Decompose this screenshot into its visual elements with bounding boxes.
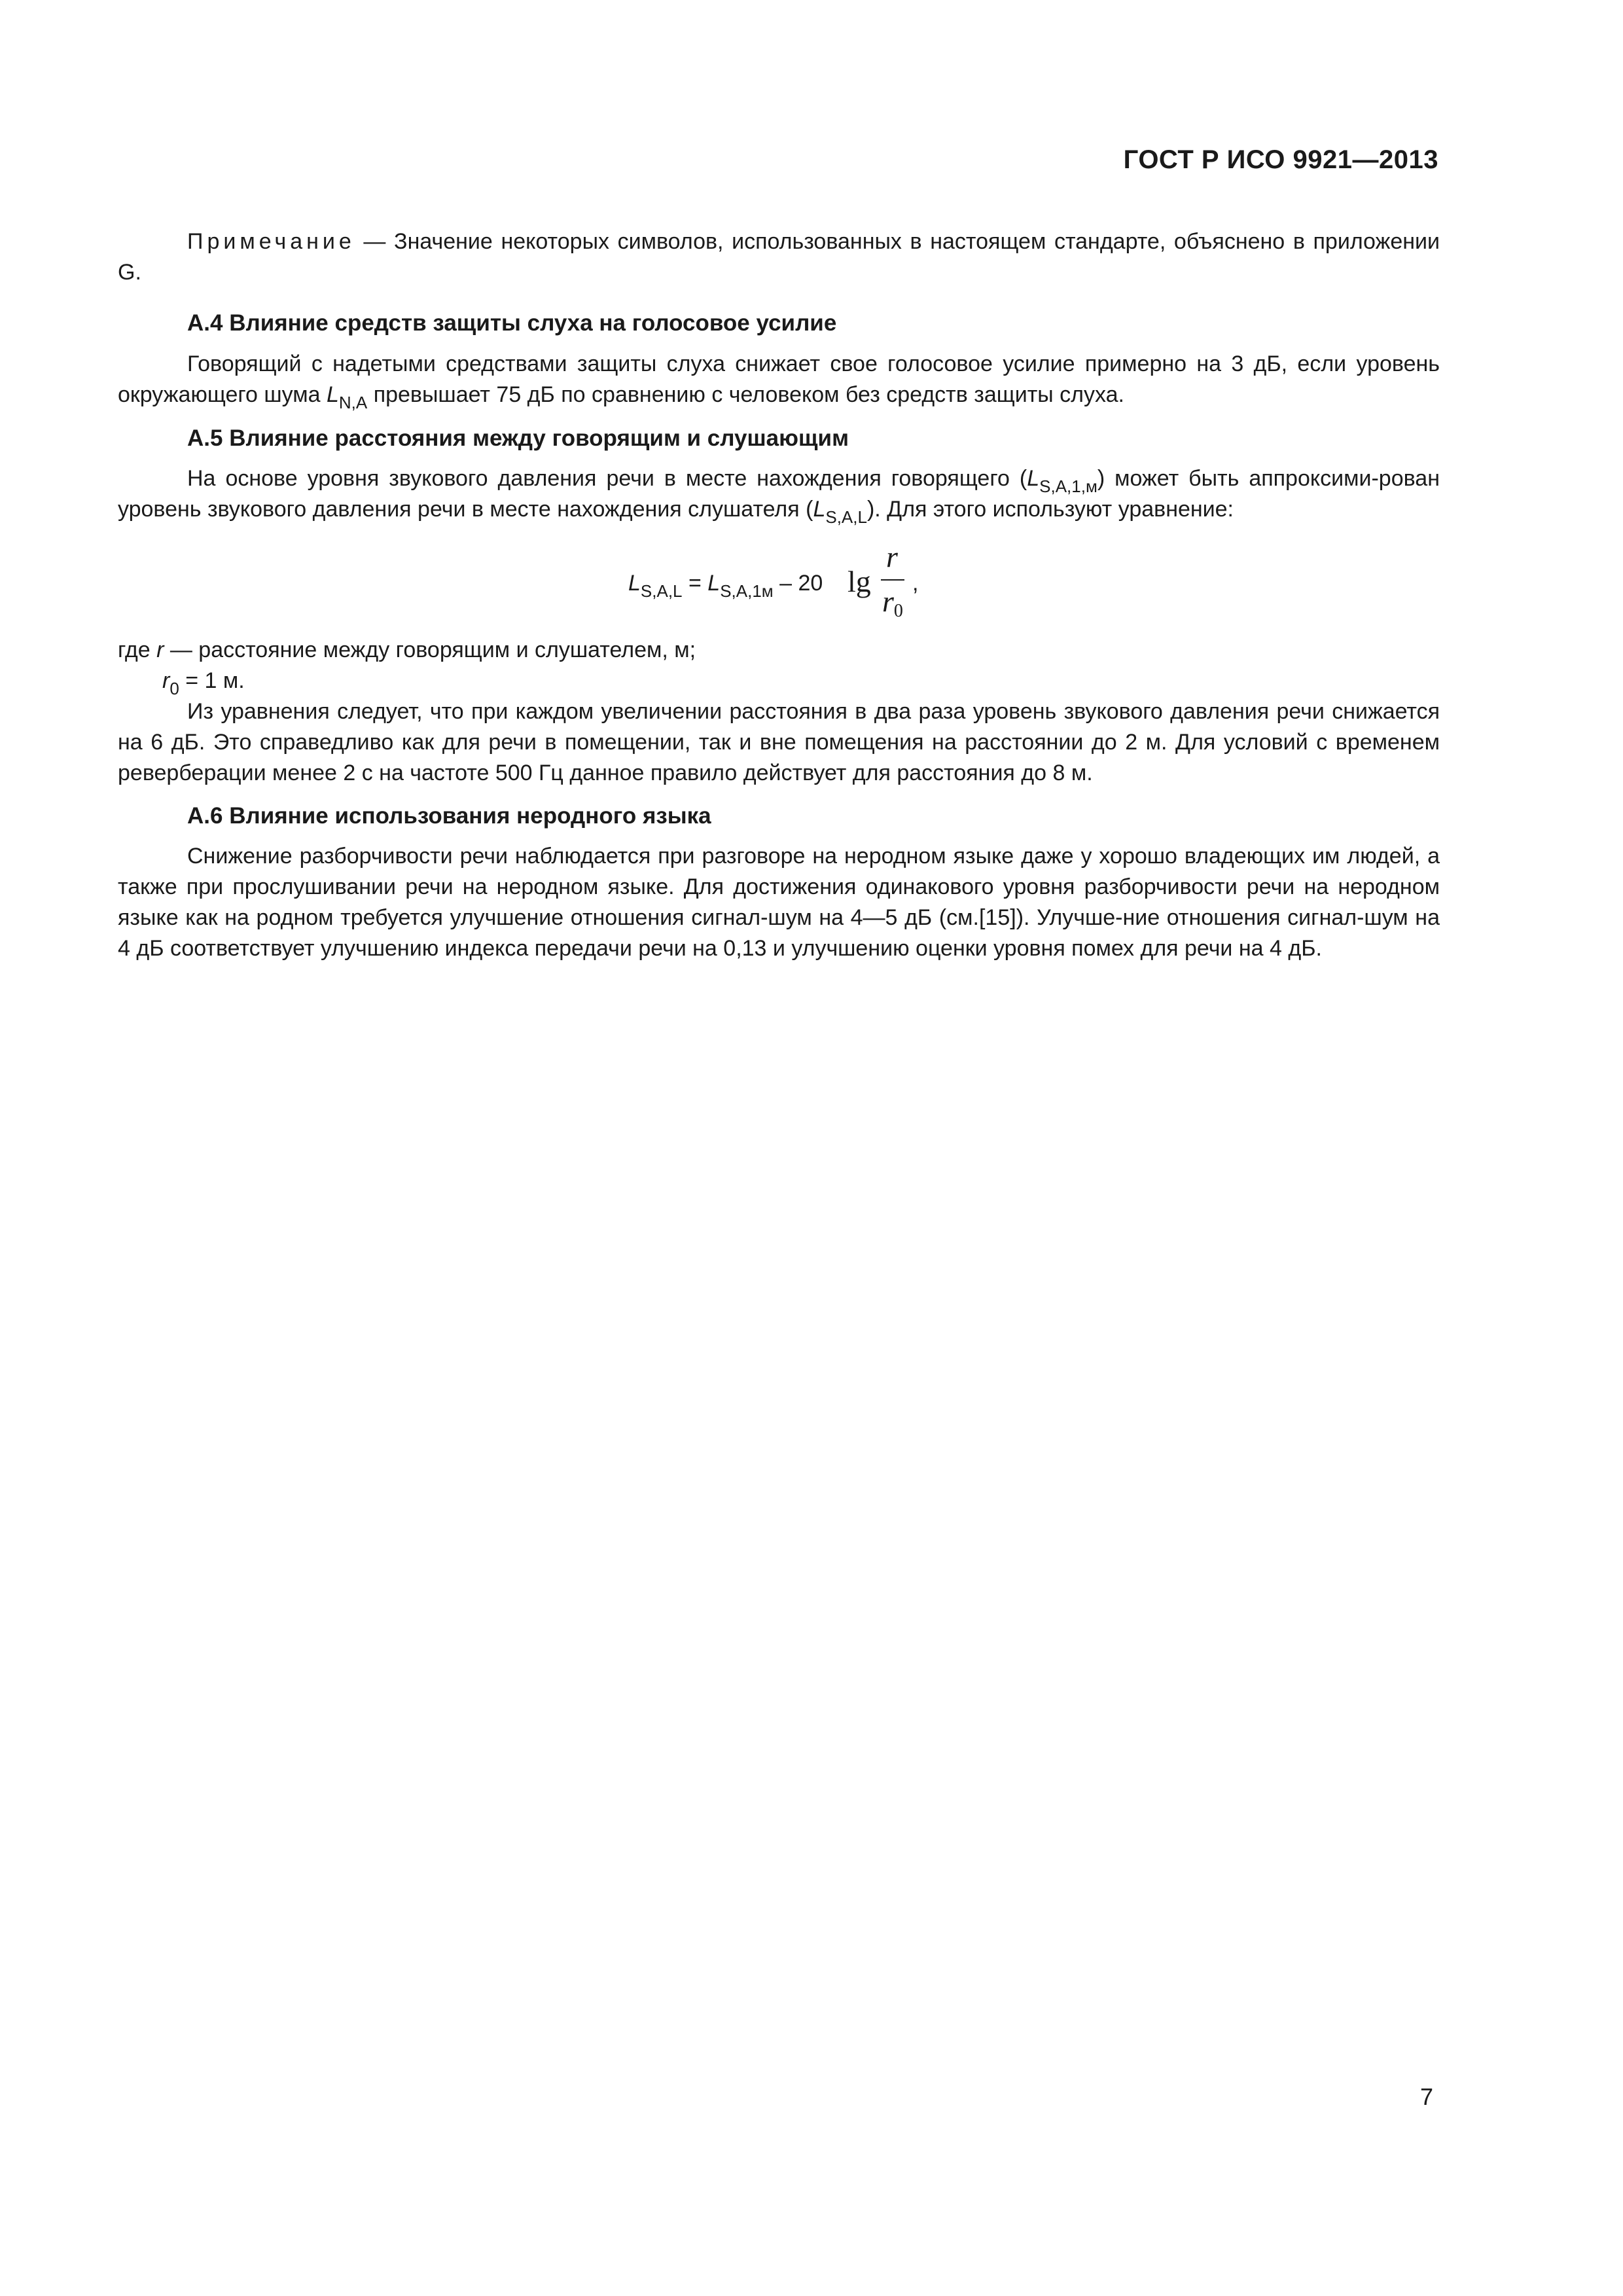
section-a4-heading: А.4 Влияние средств защиты слуха на голосовое усилие [187, 310, 837, 336]
fraction-denominator: $r_0$ [882, 584, 903, 621]
fraction-numerator: r [886, 540, 898, 573]
document-code: ГОСТ Р ИСО 9921—2013 [1123, 145, 1438, 174]
section-a5-heading: А.5 Влияние расстояния между говорящим и слушающим [187, 425, 849, 451]
note-paragraph [118, 226, 1440, 288]
section-a5-intro: На основе уровня звукового давления речи в месте нахождения говорящего $(L_{S,A,1,м})$ может быть аппроксими-рован уровень звукового давления речи в месте нахождения слушателя $(L_{S,A,L})$. Для этого используют уравнение: [118, 466, 1440, 527]
section-a5-where: где r — расстояние между говорящим и слушателем, м; $r_0 = 1$ м. Из уравнения следует, что при каждом увеличении расстояния в два раза уровень звукового давления речи снижается на 6 дБ. Это справедливо как для речи в помещении, так и вне помещения на расстоянии до 2 м. Для условий с временем реверберации менее 2 с на частоте 500 Гц данное правило действует для расстояния до 8 м. [118, 635, 1440, 789]
page-number: 7 [1420, 2083, 1434, 2110]
section-a6-paragraph: Снижение разборчивости речи наблюдается при разговоре на неродном языке даже у хорошо владеющих им людей, а также при прослушивании речи на неродном языке. Для достижения одинакового уровня разборчивости речи на неродном языке как на родном требуется улучшение отношения сигнал-шум на 4—5 дБ (см.[15]). Улучше-ние отношения сигнал-шум на 4 дБ соответствует улучшению индекса передачи речи на 0,13 и улучшению оценки уровня помех для речи на 4 дБ. [118, 844, 1440, 961]
section-a4-paragraph: Говорящий с надетыми средствами защиты слуха снижает свое голосовое усилие примерно на 3 дБ, если уровень окружающего шума $L_{N,A}$ превышает 75 дБ по сравнению с человеком без средств защиты слуха. [118, 351, 1440, 412]
document-page: ГОСТ Р ИСО 9921—2013 Примечание — Значение некоторых символов, использованных в настоящем стандарте, объяснено в приложении G. А.4 Влияние средств защиты слуха на голосовое усилие Говорящий с надетыми средствами защиты слуха снижает свое голосовое усилие примерно на 3 дБ, если уровень окружающего шума $L_{N,A}$ превышает 75 дБ по сравнению с человеком без средств защиты слуха. А.5 Влияние расстояния между говорящим и слушающим На основе уровня звукового давления речи в месте нахождения говорящего $(L_{S,A,1,м})$ может быть аппроксими-рован уровень звукового давления речи в месте нахождения слушателя $(L_{S,A,L})$. Для этого используют уравнение: $L_{S,A,L} = L_{S,A,1м} - 20$ lg r $r_0$ , где r — расстояние между говорящим и слушателем, м; $r_0 = 1$ м. Из уравнения следует, что при каждом увеличении расстояния в два раза уровень звукового давления речи снижается на 6 дБ. Это справедливо как для речи в помещении, так и вне помещения на расстоянии до 2 м. Для условий с временем реверберации менее 2 с на частоте 500 Гц данное правило действует для расстояния до 8 м. А.6 Влияние использования неродного языка Снижение разборчивости речи наблюдается при разговоре на неродном языке даже у хорошо владеющих им людей, а также при прослушивании речи на неродном языке. Для достижения одинакового уровня разборчивости речи на неродном языке как на родном требуется улучшение отношения сигнал-шум на 4—5 дБ (см.[15]). Улучше-ние отношения сигнал-шум на 4 дБ соответствует улучшению индекса передачи речи на 0,13 и улучшению оценки уровня помех для речи на 4 дБ. 7 [118, 145, 1440, 2110]
log-symbol: lg [847, 565, 871, 598]
section-a5-paragraph: Из уравнения следует, что при каждом увеличении расстояния в два раза уровень звукового давления речи снижается на 6 дБ. Это справедливо как для речи в помещении, так и вне помещения на расстоянии до 2 м. Для условий с временем реверберации менее 2 с на частоте 500 Гц данное правило действует для расстояния до 8 м. [118, 699, 1440, 785]
fraction-bar [881, 579, 904, 581]
note-label: Примечание [187, 229, 355, 254]
section-a6-heading: А.6 Влияние использования неродного языка [187, 803, 711, 829]
note-text: — Значение некоторых символов, использованных в настоящем стандарте, объяснено в приложении G. [118, 229, 1440, 285]
